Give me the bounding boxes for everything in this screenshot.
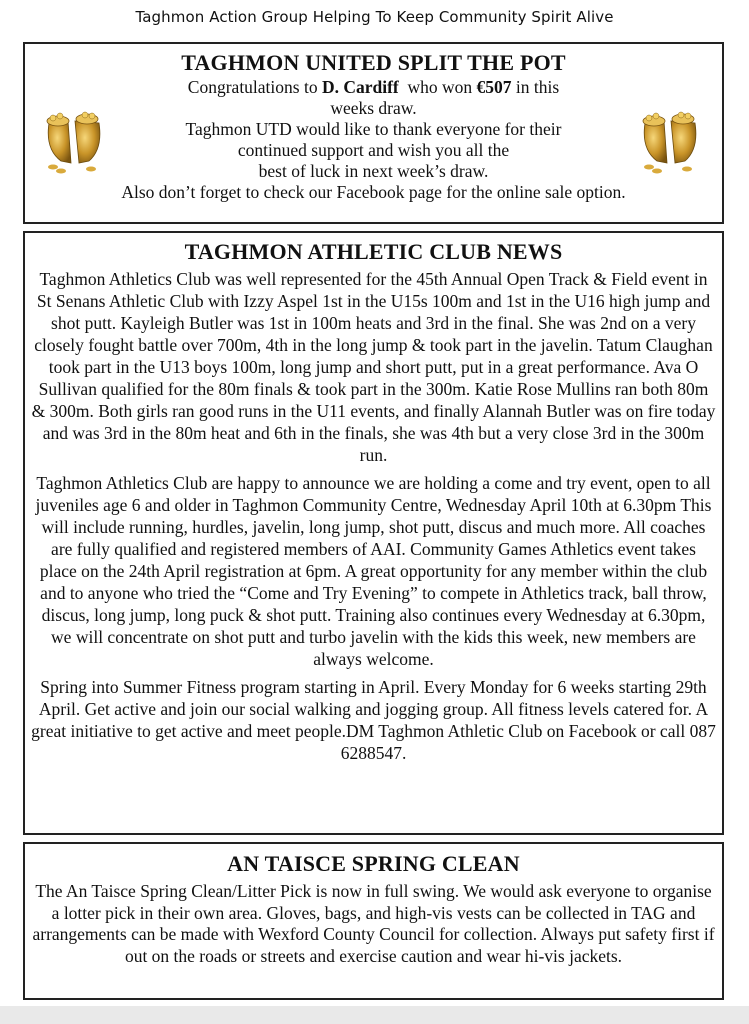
article-paragraph: Spring into Summer Fitness program starting in April. Every Monday for 6 weeks starting 29th April. Get active and join our social walking and jogging group. All fitness levels catered for. A great initiative to get active and meet people.DM Taghmon Athletic Club on Facebook or call 087 6288547. <box>31 677 716 763</box>
section-title: AN TAISCE SPRING CLEAN <box>227 851 520 876</box>
text-line: weeks draw. <box>330 98 417 118</box>
text-line: Taghmon UTD would like to thank everyone for their <box>185 119 562 139</box>
section-title: TAGHMON ATHLETIC CLUB NEWS <box>184 239 563 264</box>
gold-pot-icon <box>637 101 701 175</box>
athletic-club-section <box>23 231 724 835</box>
article-paragraph: The An Taisce Spring Clean/Litter Pick is now in full swing. We would ask everyone to organise a lotter pick in their own area. Gloves, bags, and high-vis vests can be collected in TAG and arrangements can be made with Wexford County Council for collection. Always put safety first if out on the roads or streets and exercise caution and wear hi-vis jackets. <box>32 881 715 966</box>
article-paragraph: Taghmon Athletics Club are happy to announce we are holding a come and try event, open to all juveniles age 6 and older in Taghmon Community Centre, Wednesday April 10th at 6.30pm This will include running, hurdles, javelin, long jump, shot putt, discus and much more. All coaches are fully qualified and registered members of AAI. Community Games Athletics event takes place on the 24th April registration at 6pm. A great opportunity for any member within the club and to anyone who tried the “Come and Try Evening” to compete in Athletics track, ball throw, discus, long jump, long puck & shot putt. Training also continues every Wednesday at 6.30pm, we will concentrate on shot putt and turbo javelin with the kids this week, new members are always welcome. <box>35 473 712 669</box>
prize-amount: €507 <box>476 77 512 97</box>
text-fragment: Congratulations to <box>187 77 322 97</box>
section-title: TAGHMON UNITED SPLIT THE POT <box>181 50 566 75</box>
page-header: Taghmon Action Group Helping To Keep Community Spirit Alive <box>135 8 614 26</box>
gold-pot-icon <box>41 101 105 175</box>
spring-clean-section <box>23 842 724 1000</box>
winner-line <box>25 77 722 98</box>
text-line: best of luck in next week’s draw. <box>258 161 489 181</box>
pot-announcement <box>25 77 722 203</box>
split-the-pot-section <box>23 42 724 224</box>
winner-name: D. Cardiff <box>321 77 399 97</box>
text-fragment: who won <box>398 77 477 97</box>
page-footer-bar <box>0 1006 749 1024</box>
text-line: continued support and wish you all the <box>237 140 510 160</box>
facebook-line: Also don’t forget to check our Facebook page for the online sale option. <box>121 182 626 202</box>
article-paragraph: Taghmon Athletics Club was well represented for the 45th Annual Open Track & Field event in St Senans Athletic Club with Izzy Aspel 1st in the U15s 100m and 1st in the U16 high jump and shot putt. Kayleigh Butler was 1st in 100m heats and 3rd in the final. She was 2nd on a very closely fought battle over 700m, 4th in the long jump & took part in the javelin. Tatum Claughan took part in the U13 boys 100m, long jump and short putt, put in a great performance. Ava O Sullivan qualified for the 80m finals & took part in the 300m. Katie Rose Mullins ran both 80m & 300m. Both girls ran good runs in the U11 events, and finally Alannah Butler was on fire today and was 3rd in the 80m heat and 6th in the finals, she was 4th but a very close 3rd in the 300m run. <box>31 269 716 465</box>
text-fragment: in this <box>511 77 560 97</box>
